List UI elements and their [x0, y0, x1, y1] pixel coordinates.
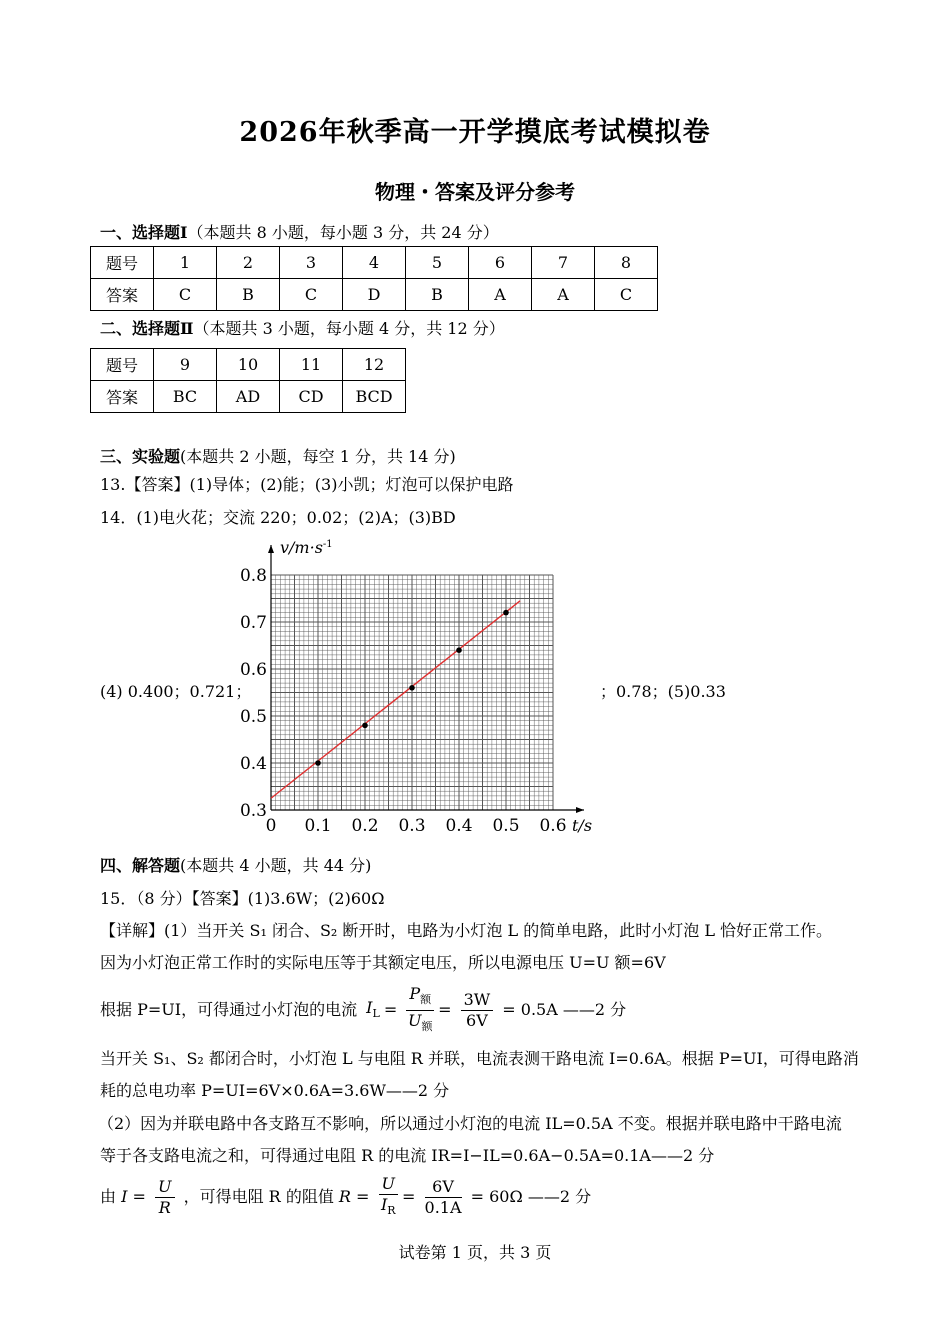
table-cell: AD	[217, 381, 280, 413]
section-2-desc: （本题共 3 小题，每小题 4 分，共 12 分）	[193, 319, 505, 338]
x-tick-label: 0.1	[304, 816, 332, 836]
y-tick-label: 0.5	[239, 707, 267, 727]
table-2-answer-row	[91, 381, 406, 413]
y-axis-arrow	[268, 545, 274, 553]
table-2-number-row	[91, 349, 406, 381]
table-cell: 7	[532, 247, 595, 279]
section-4-head: 四、解答题	[100, 856, 181, 875]
q13-answer: 13.【答案】(1)导体；(2)能；(3)小凯；灯泡可以保护电路	[100, 475, 514, 494]
table-cell: D	[343, 279, 406, 311]
x-tick-label: 0.6	[539, 816, 567, 836]
table-cell: A	[469, 279, 532, 311]
x-tick-label: 0.5	[492, 816, 520, 836]
formula-il: $I_L$	[366, 997, 380, 1020]
q15-detail-3-pre: 根据 P=UI，可得通过小灯泡的电流	[100, 1000, 358, 1020]
data-point	[315, 760, 321, 766]
table-cell: 5	[406, 247, 469, 279]
x-tick-label: 0.3	[398, 816, 426, 836]
q15-detail-4: 当开关 S₁、S₂ 都闭合时，小灯泡 L 与电阻 R 并联，电流表测干路电流 I=0.6A。根据 P=UI，可得电路消	[100, 1049, 859, 1068]
fraction-num: U	[155, 1177, 174, 1198]
table-cell: 10	[217, 349, 280, 381]
y-axis-label-exponent: -1	[322, 539, 333, 550]
table-cell: C	[280, 279, 343, 311]
q15-detail-8-pre: 由	[100, 1187, 117, 1207]
section-2-heading	[100, 316, 505, 339]
fraction-p-over-u	[406, 984, 434, 1037]
q15-detail-5: 耗的总电功率 P=UI=6V×0.6A=3.6W——2 分	[100, 1081, 450, 1100]
fraction-u-over-ir	[379, 1174, 398, 1221]
fraction-num: U	[379, 1174, 398, 1195]
table-cell: B	[406, 279, 469, 311]
fraction-den: 0.1A	[424, 1198, 462, 1218]
table-cell: BCD	[343, 381, 406, 413]
q15-detail-3-post: = 0.5A ——2 分	[502, 1000, 627, 1020]
fraction-den: $I_R$	[380, 1195, 396, 1218]
q15-detail-6: （2）因为并联电路中各支路互不影响，所以通过小灯泡的电流 IL=0.5A 不变。根据并联电路中干路电流	[98, 1114, 842, 1133]
fraction-num: 6V	[425, 1177, 462, 1198]
table-cell: 6	[469, 247, 532, 279]
fraction-u-over-r	[155, 1177, 174, 1218]
table-row-label: 答案	[91, 279, 154, 311]
table-cell: 12	[343, 349, 406, 381]
table-row-label: 答案	[91, 381, 154, 413]
table-cell: 4	[343, 247, 406, 279]
table-cell: C	[154, 279, 217, 311]
table-cell: BC	[154, 381, 217, 413]
page-title: 2026年秋季高一开学摸底考试模拟卷	[239, 117, 711, 148]
page-footer: 试卷第 1 页，共 3 页	[398, 1243, 552, 1262]
fraction-3w-6v	[461, 990, 494, 1031]
fraction-num: 3W	[461, 990, 494, 1011]
table-cell: B	[217, 279, 280, 311]
table-cell: CD	[280, 381, 343, 413]
section-1-head: 一、选择题Ⅰ	[100, 223, 188, 242]
section-3-heading	[100, 444, 456, 467]
table-cell: C	[595, 279, 658, 311]
q15-head: 15．（8 分）【答案】(1)3.6W；(2)60Ω	[100, 889, 385, 908]
q15-detail-1: 【详解】(1）当开关 S₁ 闭合、S₂ 断开时，电路为小灯泡 L 的简单电路，此时小灯泡 L 恰好正常工作。	[100, 921, 833, 940]
q15-detail-2: 因为小灯泡正常工作时的实际电压等于其额定电压，所以电源电压 U=U 额=6V	[100, 953, 666, 972]
current-formula	[366, 998, 380, 1024]
y-tick-labels	[240, 566, 267, 821]
q14-part4-left: (4) 0.400；0.721；	[100, 682, 252, 701]
fraction-den: R	[158, 1198, 171, 1218]
y-axis-label: $v/m\cdot s^{-1}$	[280, 538, 333, 557]
x-tick-label: 0	[265, 816, 277, 836]
table-cell: 9	[154, 349, 217, 381]
q15-detail-8-mid: ，可得电阻 R 的阻值	[183, 1187, 334, 1207]
fraction-num: $P_额$	[406, 984, 434, 1011]
data-point	[362, 723, 368, 729]
table-1-answer-row	[91, 279, 658, 311]
data-point	[456, 647, 462, 653]
x-axis-arrow	[576, 807, 584, 813]
table-cell: 11	[280, 349, 343, 381]
table-cell: 1	[154, 247, 217, 279]
grid	[271, 575, 553, 810]
section-2-head: 二、选择题Ⅱ	[100, 319, 194, 338]
table-row-label: 题号	[91, 247, 154, 279]
table-1-number-row	[91, 247, 658, 279]
q15-detail-8-post: = 60Ω ——2 分	[470, 1187, 592, 1207]
section-4-heading	[100, 853, 371, 876]
section-1-heading	[100, 220, 499, 243]
table-row-label: 题号	[91, 349, 154, 381]
q14-answer: 14．(1)电火花；交流 220；0.02；(2)A；(3)BD	[100, 508, 456, 527]
table-cell: 3	[280, 247, 343, 279]
table-cell: A	[532, 279, 595, 311]
q15-detail-7: 等于各支路电流之和，可得通过电阻 R 的电流 IR=I−IL=0.6A−0.5A=0.1A——2 分	[100, 1146, 715, 1165]
x-tick-labels	[266, 816, 567, 836]
vt-graph	[236, 537, 596, 837]
x-tick-label: 0.2	[351, 816, 379, 836]
data-point	[503, 610, 509, 616]
fraction-den: $U_额$	[407, 1011, 433, 1034]
answer-table-1	[90, 246, 658, 311]
x-tick-label: 0.4	[445, 816, 473, 836]
table-cell: 2	[217, 247, 280, 279]
y-tick-label: 0.6	[239, 660, 267, 680]
y-tick-label: 0.3	[239, 801, 267, 821]
section-4-desc: (本题共 4 小题，共 44 分)	[180, 856, 372, 875]
y-tick-label: 0.8	[239, 566, 267, 586]
table-cell: 8	[595, 247, 658, 279]
page-subtitle: 物理・答案及评分参考	[375, 180, 575, 204]
answer-table-2	[90, 348, 406, 413]
section-3-head: 三、实验题	[100, 447, 181, 466]
q15-detail-8: 由 I = $\frac{U}{R}$ ，可得电阻 R 的阻值 R = $\frac{U}{I_R}$ = $\frac{6V}{0.1A}$ = 60Ω ——2 分	[100, 1174, 591, 1221]
section-3-desc: (本题共 2 小题，每空 1 分，共 14 分)	[180, 447, 456, 466]
q15-detail-3: 根据 P=UI，可得通过小灯泡的电流 $I_L$ = $\frac{P_额}{U_额}$ = $\frac{3W}{6V}$ = 0.5A ——2 分	[100, 984, 626, 1037]
section-1-desc: （本题共 8 小题，每小题 3 分，共 24 分）	[187, 223, 499, 242]
y-tick-label: 0.7	[239, 613, 267, 633]
data-point	[409, 685, 415, 691]
fraction-den: 6V	[466, 1011, 488, 1031]
fraction-6v-01a	[425, 1177, 462, 1218]
q14-part4-right: ；0.78；(5)0.33	[600, 682, 726, 701]
x-axis-label: t/s	[572, 816, 593, 835]
y-tick-label: 0.4	[239, 754, 267, 774]
